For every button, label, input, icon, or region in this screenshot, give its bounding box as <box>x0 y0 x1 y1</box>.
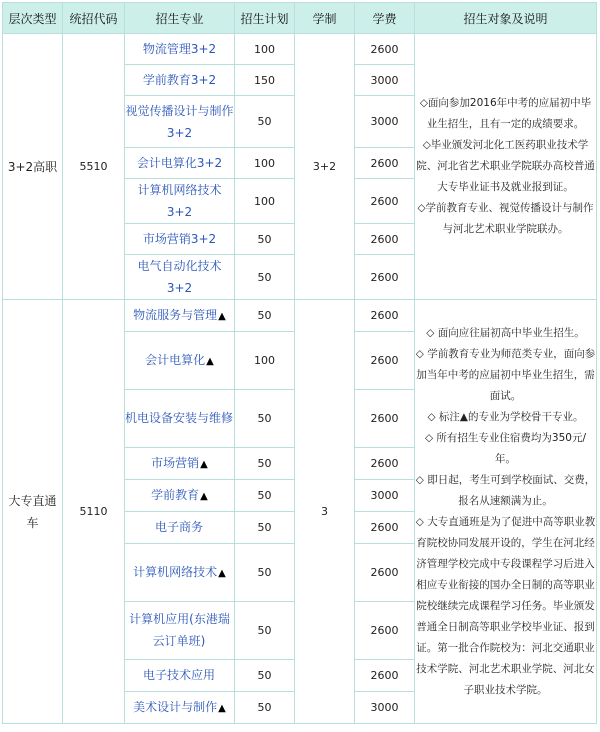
fee-cell: 2600 <box>355 660 415 692</box>
key-major-badge: ▲ <box>200 458 208 470</box>
major-label: 市场营销 <box>151 455 200 470</box>
duration-cell: 3 <box>295 300 355 724</box>
major-label: 学前教育 <box>151 487 200 502</box>
fee-cell: 2600 <box>355 224 415 255</box>
note-text: ◇ 学前教育专业为师范类专业，面向参加当年中考的应届初中毕业生招生，需面试。 <box>415 347 596 402</box>
major-link[interactable]: 视觉传播设计与制作3+2 <box>125 96 235 148</box>
fee-cell: 2600 <box>355 300 415 332</box>
major-link[interactable] <box>125 448 235 480</box>
plan-cell: 50 <box>235 480 295 512</box>
fee-cell: 2600 <box>355 390 415 448</box>
header-level-type: 层次类型 <box>3 3 63 34</box>
major-label: 会计电算化 <box>145 352 206 367</box>
table-header-row <box>3 3 597 34</box>
major-link[interactable] <box>125 660 235 692</box>
fee-cell: 2600 <box>355 332 415 390</box>
major-link[interactable] <box>125 300 235 332</box>
major-link[interactable] <box>125 692 235 724</box>
fee-cell: 2600 <box>355 179 415 224</box>
note-text: ◇面向参加2016年中考的应届初中毕业生招生，且有一定的成绩要求。 <box>419 97 592 130</box>
fee-cell: 2600 <box>355 255 415 300</box>
fee-cell: 2600 <box>355 544 415 602</box>
major-link[interactable]: 市场营销3+2 <box>125 224 235 255</box>
key-major-badge: ▲ <box>218 310 226 322</box>
fee-cell: 2600 <box>355 34 415 65</box>
fee-cell: 2600 <box>355 602 415 660</box>
plan-cell: 50 <box>235 692 295 724</box>
header-fee: 学费 <box>355 3 415 34</box>
major-label: 电子技术应用 <box>142 667 215 682</box>
plan-cell: 100 <box>235 34 295 65</box>
code-cell: 5510 <box>63 34 125 300</box>
plan-cell: 50 <box>235 255 295 300</box>
note-cell <box>415 34 597 300</box>
major-link[interactable] <box>125 390 235 448</box>
plan-cell: 50 <box>235 390 295 448</box>
major-link[interactable]: 学前教育3+2 <box>125 65 235 96</box>
fee-cell: 2600 <box>355 448 415 480</box>
major-link[interactable]: 计算机网络技术3+2 <box>125 179 235 224</box>
plan-cell: 100 <box>235 179 295 224</box>
header-duration: 学制 <box>295 3 355 34</box>
major-link[interactable] <box>125 602 235 660</box>
plan-cell: 100 <box>235 332 295 390</box>
fee-cell: 3000 <box>355 65 415 96</box>
note-cell <box>415 300 597 724</box>
major-label: 美术设计与制作 <box>133 699 218 714</box>
plan-cell: 50 <box>235 512 295 544</box>
plan-cell: 50 <box>235 660 295 692</box>
note-text: ◇ 面向应往届初高中毕业生招生。 <box>426 326 585 339</box>
major-label: 物流服务与管理 <box>133 307 218 322</box>
key-major-badge: ▲ <box>218 702 226 714</box>
plan-cell: 50 <box>235 544 295 602</box>
header-major: 招生专业 <box>125 3 235 34</box>
note-text: ◇ 所有招生专业住宿费均为350元/年。 <box>425 431 586 465</box>
major-link[interactable]: 物流管理3+2 <box>125 34 235 65</box>
header-code: 统招代码 <box>63 3 125 34</box>
fee-cell: 2600 <box>355 148 415 179</box>
major-link[interactable] <box>125 332 235 390</box>
fee-cell: 2600 <box>355 512 415 544</box>
key-major-badge: ▲ <box>206 355 214 367</box>
fee-cell: 3000 <box>355 692 415 724</box>
major-label: 计算机网络技术 <box>133 564 218 579</box>
major-label: 电子商务 <box>154 519 203 534</box>
admissions-table <box>2 2 597 724</box>
major-label: 计算机应用(东港瑞云订单班) <box>129 611 230 648</box>
fee-cell: 3000 <box>355 96 415 148</box>
plan-cell: 50 <box>235 300 295 332</box>
code-cell: 5110 <box>63 300 125 724</box>
note-text: ◇ 大专直通班是为了促进中高等职业教育院校协同发展开设的，学生在河北经济管理学校完成中专段课程学习后进入相应专业衔接的国办全日制的高等职业院校继续完成课程学习任务。毕业颁发普通全日制高等职业学校毕业证、报到证。第一批合作院校为：河北交通职业技术学院、河北艺术职业学院、河北女子职业技术学院。 <box>415 515 596 696</box>
note-text: ◇ 即日起，考生可到学校面试、交费，报名从速额满为止。 <box>415 473 596 507</box>
header-plan: 招生计划 <box>235 3 295 34</box>
major-link[interactable] <box>125 512 235 544</box>
duration-cell: 3+2 <box>295 34 355 300</box>
table-row <box>3 34 597 65</box>
table-row <box>3 300 597 332</box>
key-major-badge: ▲ <box>200 490 208 502</box>
plan-cell: 150 <box>235 65 295 96</box>
major-link[interactable]: 会计电算化3+2 <box>125 148 235 179</box>
plan-cell: 50 <box>235 448 295 480</box>
note-text: ◇学前教育专业、视觉传播设计与制作与河北艺术职业学院联办。 <box>417 202 594 235</box>
major-link[interactable] <box>125 480 235 512</box>
major-link[interactable] <box>125 544 235 602</box>
level-type-cell: 大专直通车 <box>3 300 63 724</box>
plan-cell: 50 <box>235 96 295 148</box>
note-text: ◇毕业颁发河北化工医药职业技术学院、河北省艺术职业学院联办高校普通大专毕业证书及就业报到证。 <box>416 139 595 193</box>
major-link[interactable]: 电气自动化技术3+2 <box>125 255 235 300</box>
fee-cell: 3000 <box>355 480 415 512</box>
plan-cell: 100 <box>235 148 295 179</box>
level-type-cell: 3+2高职 <box>3 34 63 300</box>
plan-cell: 50 <box>235 224 295 255</box>
header-description: 招生对象及说明 <box>415 3 597 34</box>
note-text: ◇ 标注▲的专业为学校骨干专业。 <box>427 410 584 423</box>
major-label: 机电设备安装与维修 <box>125 410 234 425</box>
key-major-badge: ▲ <box>218 567 226 579</box>
plan-cell: 50 <box>235 602 295 660</box>
